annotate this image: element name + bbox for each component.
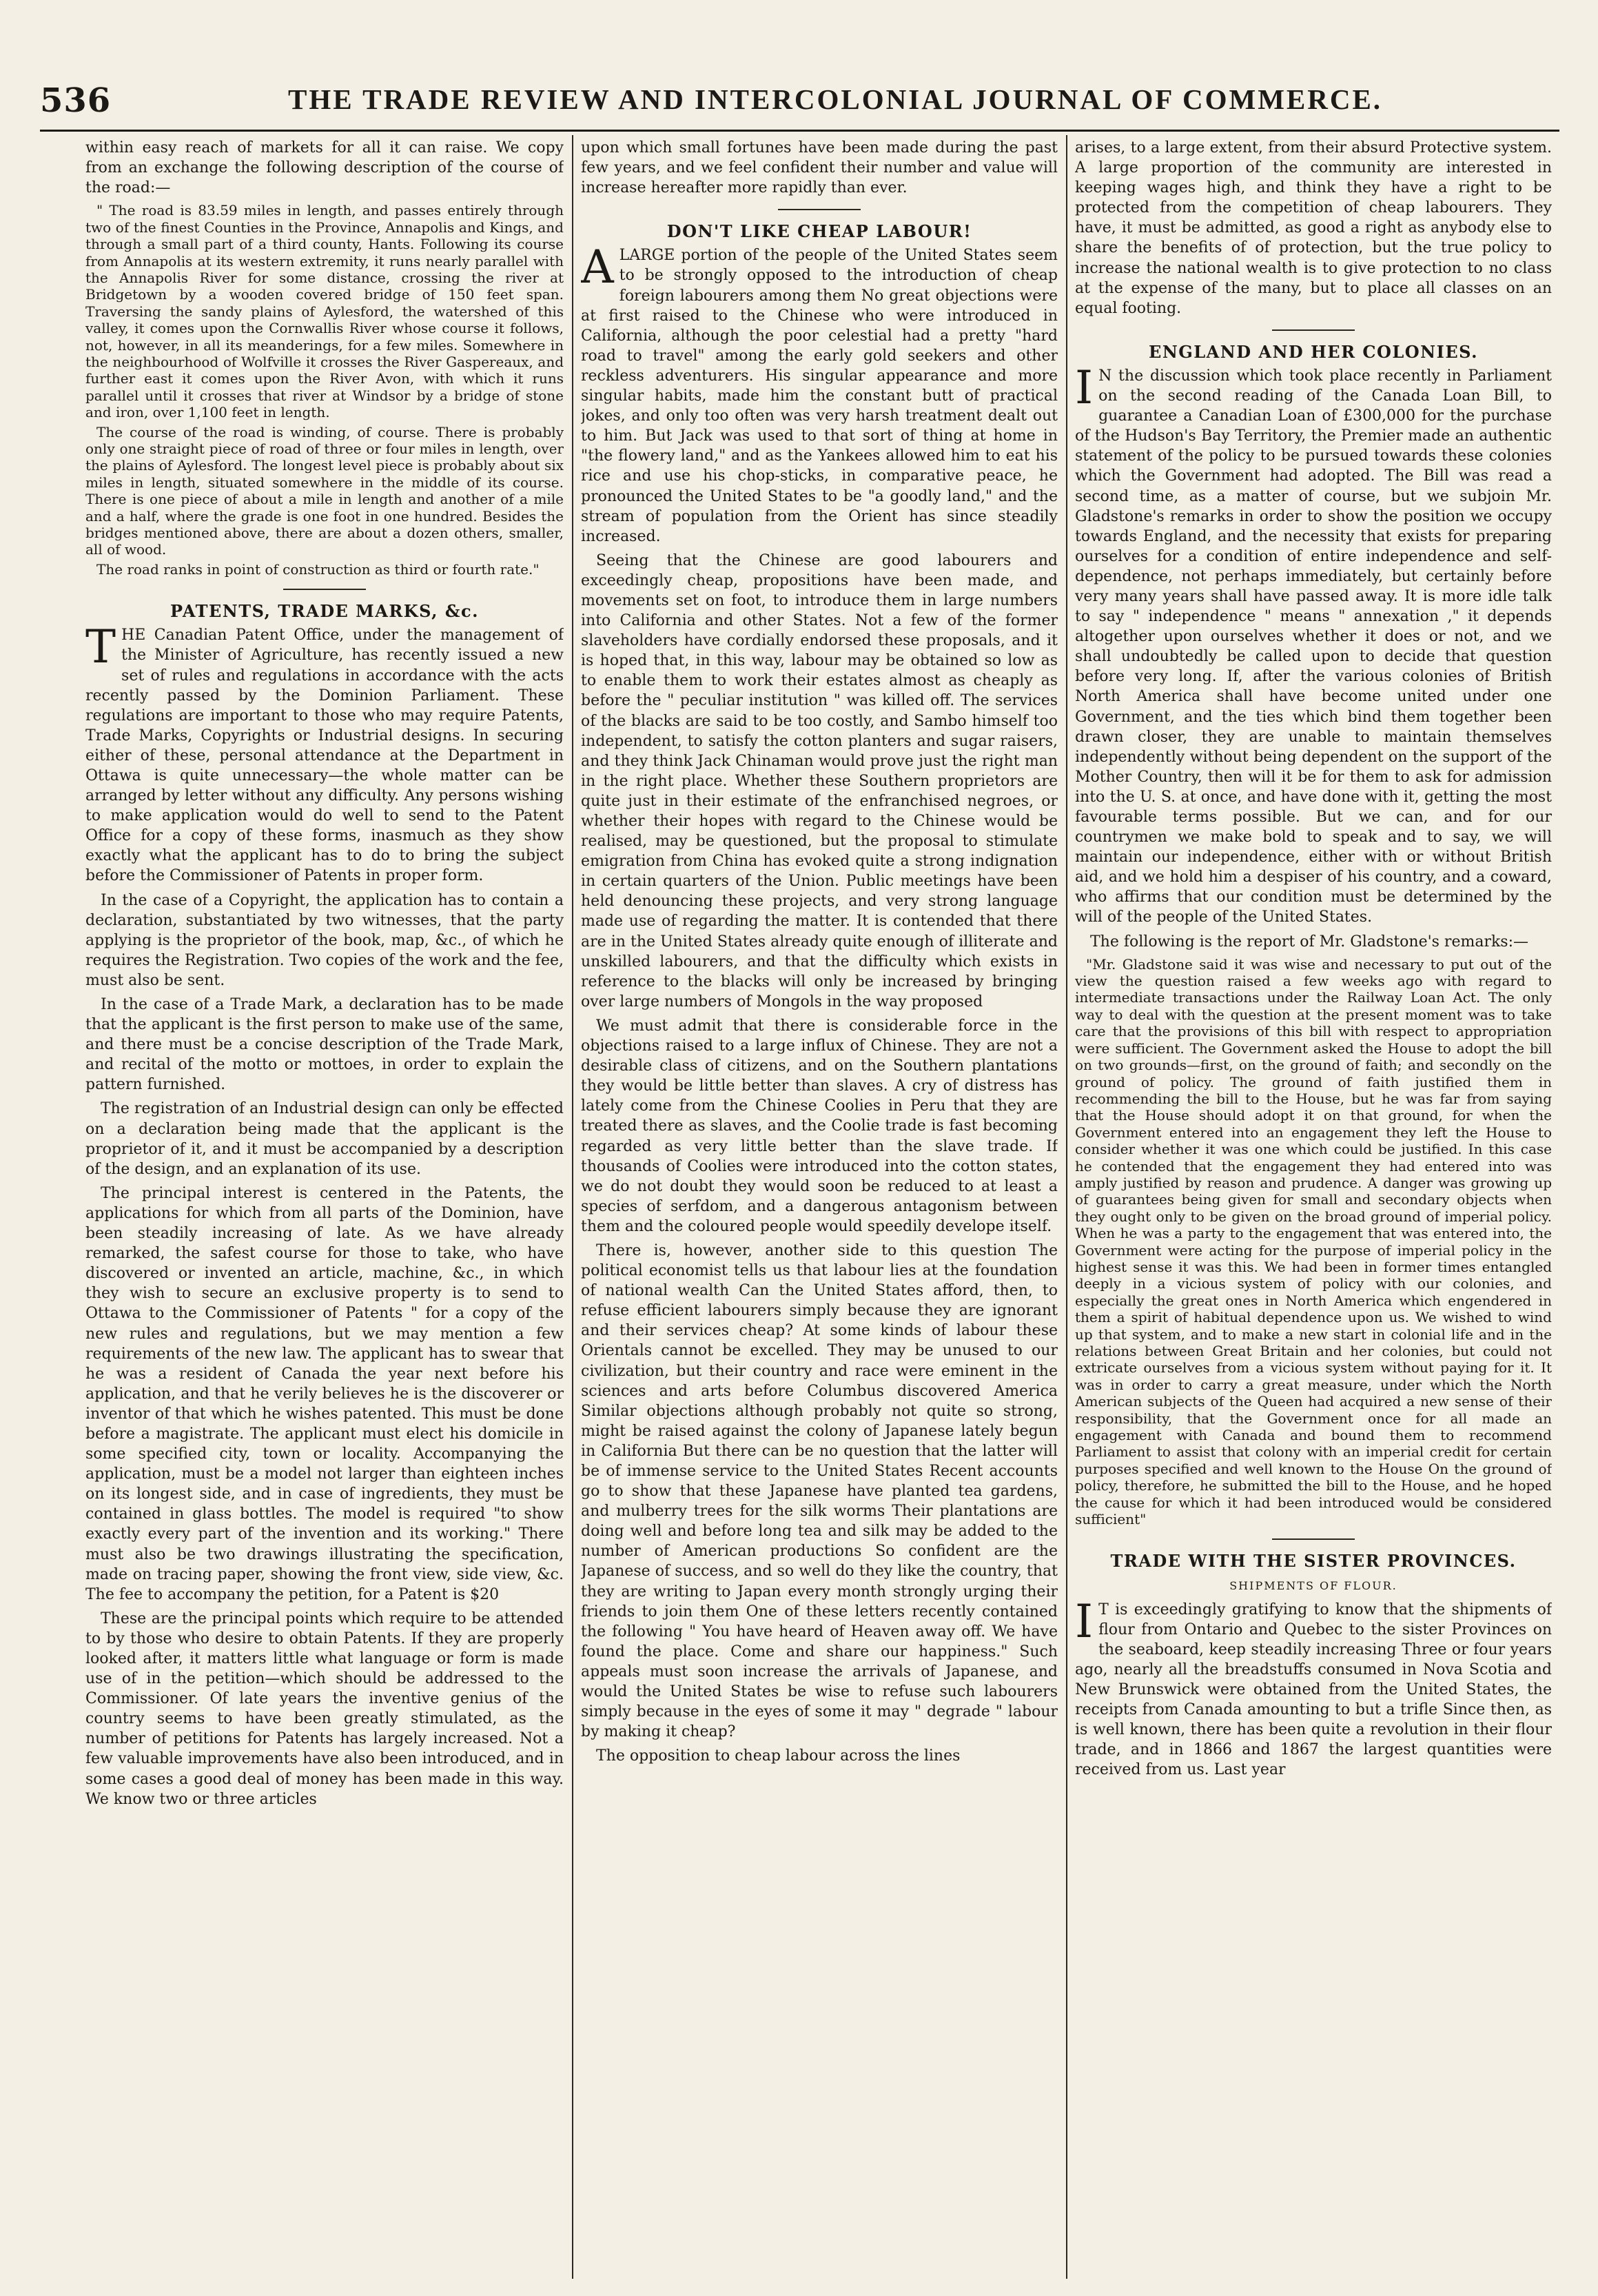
section-separator — [1272, 1538, 1355, 1540]
column-divider — [572, 135, 573, 2279]
road-quote — [85, 202, 564, 578]
trade-heading: TRADE WITH THE SISTER PROVINCES. — [1110, 1551, 1517, 1572]
paragraph: These are the principal points which require to be attended to by those who desire to obtain Patents. If they are properly looked after, it matters little what language or form is made use of in the petition—which should be addressed to the Commissioner. Of late years the inventive genius of the country seems to have been greatly stimulated, as the number of petitions for Patents has largely increased. Not a few valuable improvements have also been introduced, and in some cases a good deal of money has been made in this way. We know two or three articles — [85, 1609, 564, 1808]
paragraph-text: T is exceedingly gratifying to know that the shipments of flour from Ontario and Quebec to the sister Provinces on the seaboard, keep steadily increasing Three or four years ago, nearly all the breadstuffs consumed in Nova Scotia and New Brunswick were obtained from the United States, the receipts from Canada amounting to but a trifle Since then, as is well known, there has been quite a revolution in their flour trade, and in 1866 and 1867 the largest quantities were received from us. Last year — [1075, 1601, 1552, 1779]
paragraph — [85, 620, 564, 886]
quote-paragraph: "Mr. Gladstone said it was wise and necessary to put out of the view the question raised a few weeks ago with regard to intermediate transactions under the Railway Loan Act. The only way to deal with the question at the present moment was to take care that the provisions of this bill with respect to appropriation were sufficient. The Government asked the House to adopt the bill on two grounds—first, on the ground of faith; and secondly on the ground of policy. The ground of faith justified them in recommending the bill to the House, but he was far from saying that the House should adopt it on that ground, for when the Government entered into an engagement they left the House to consider whether it was one which could be justified. In this case he contended that the engagement they had entered into was amply justified by reason and prudence. A danger was growing up of guarantees being given for small and secondary objects when they ought only to be given on the broad ground of imperial policy. When he was a party to the engagement that was entered into, the Government were acting for the purpose of imperial policy in the highest sense it was this. We had been in former times entangled deeply in a vicious system of policy with our colonies, and especially the great ones in North America which engendered in them a spirit of habitual dependence upon us. We wished to wind up that system, and to make a new start in colonial life and in the relations between Great Britain and her colonies, but could not extricate ourselves from a vicious system without paying for it. It was in order to carry a great measure, under which the North American subjects of the Queen had acquired a new sense of their responsibility, that the Government once for all made an engagement with Canada and bound them to recommend Parliament to assist that colony with an imperial credit for certain purposes specified and well known to the House On the ground of policy, therefore, he submitted the bill to the House, and he hoped the cause for which it had been introduced would be considered sufficient" — [1075, 955, 1552, 1528]
paragraph: arises, to a large extent, from their absurd Protective system. A large proportion of the community are interested in keeping wages high, and think they have a right to be protected from the competition of cheap labourers. They have, it must be admitted, as good a right as anybody else to share the benefits of of protection, but the true policy to increase the national wealth is to give protection to no class at the expense of the many, but to place all classes on an equal footing. — [1075, 139, 1552, 317]
paragraph: upon which small fortunes have been made during the past few years, and we feel confident their number and value will increase hereafter more rapidly than ever. — [581, 139, 1058, 197]
gladstone-quote — [1075, 956, 1552, 1528]
column-2 — [581, 138, 1058, 2275]
paragraph: There is, however, another side to this question The political economist tells us that labour lies at the foundation of national wealth Can the United States afford, then, to refuse efficient labourers simply because they are ignorant and their services cheap? At some kinds of labour these Orientals cannot be excelled. They may be unused to our civilization, but their country and race were eminent in the sciences and arts before Columbus discovered America Similar objections although probably not quite so strong, might be raised against the colony of Japanese lately begun in California But there can be no question that the latter will be of immense service to the United States Recent accounts go to show that these Japanese have planted tea gardens, and mulberry trees for the silk worms Their plantations are doing well and before long tea and silk may be added to the number of American productions So confident are the Japanese of success, and so well do they like the country, that they are writing to Japan every month strongly urging their friends to join them One of these letters recently contained the following " You have heard of Heaven away off. We have found the place. Come and share our happiness." Such appeals must soon increase the arrivals of Japanese, and would the United States be wise to refuse such labourers simply because in the eyes of some it may " degrade " labour by making it cheap? — [581, 1241, 1058, 1741]
paragraph: within easy reach of markets for all it can raise. We copy from an exchange the following description of the course of the road:— — [85, 139, 564, 197]
paragraph: The opposition to cheap labour across the lines — [596, 1747, 961, 1765]
trade-subheading: SHIPMENTS OF FLOUR. — [1229, 1578, 1397, 1592]
section-separator — [283, 589, 366, 590]
column-3 — [1075, 138, 1552, 2275]
drop-cap: A — [581, 241, 614, 294]
paragraph: Seeing that the Chinese are good labourers and exceedingly cheap, propositions have been made, and movements set on foot, to introduce them in large numbers into California and other States. Not a few of the former slaveholders have cordially endorsed these proposals, and it is hoped that, in this way, labour may be obtained so low as to enable them to work their estates almost as cheaply as before the " peculiar institution " was killed off. The services of the blacks are said to be too costly, and Sambo himself too independent, to satisfy the cotton planters and sugar raisers, and they think Jack Chinaman would prove just the right man in the right place. Whether these Southern proprietors are quite just in their estimate of the enfranchised negroes, or whether their hopes with regard to the Chinese would be realised, may be questioned, but the proposal to stimulate emigration from China has evoked quite a strong indignation in certain quarters of the Union. Public meetings have been held denouncing these projects, and very strong language made use of regarding the matter. It is contended that there are in the United States already quite enough of illiterate and unskilled labourers, and that the difficulty which exists in reference to the blacks will only be increased by bringing over large numbers of Mongols in the way proposed — [581, 551, 1058, 1010]
paragraph-text: N the discussion which took place recently in Parliament on the second reading of the Canada Loan Bill, to guarantee a Canadian Loan of £300,000 for the purchase of the Hudson's Bay Territory, the Premier made an authentic statement of the policy to be pursued towards these colonies which the Government had adopted. The Bill was read a second time, as a matter of course, but we subjoin Mr. Gladstone's remarks in order to show the position we occupy towards England, and the necessity that exists for preparing ourselves for a condition of entire independence and self-dependence, not perhaps immediately, but certainly before very many years shall have passed away. It is more idle talk to say " independence " means " annexation ," it depends altogether upon ourselves whether it does or not, and we shall undoubtedly be called upon to decide that question before very long. If, after the various colonies of British North America shall have become united under one Government, and the ties which bind them together been drawn closer, they are unable to maintain themselves independently without being dependent on the support of the Mother Country, then will it be for them to ask for admission into the U. S. at once, and have done with it, getting the most favourable terms possible. But we can, and for our countrymen we make bold to speak and to say, we will maintain our independence, either with or without British aid, and we hold him a despiser of his country, and a coward, who affirms that our condition must be determined by the will of the people of the United States. — [1075, 367, 1552, 926]
quote-paragraph: " The road is 83.59 miles in length, and passes entirely through two of the finest Counties in the Province, Annapolis and Kings, and through a small part of a third county, Hants. Following its course from Annapolis at its western extremity, it runs nearly parallel with the Annapolis River for some distance, crossing the river at Bridgetown by a wooden covered bridge of 150 feet span. Traversing the sandy plains of Aylesford, the watershed of this valley, it comes upon the Cornwallis River whose course it follows, not, however, in all its meanderings, for a few miles. Somewhere in the neighbourhood of Wolfville it crosses the River Gaspereaux, and further east it comes upon the River Avon, with which it runs parallel until it crosses that river at Windsor by a bridge of stone and iron, over 1,100 feet in length. — [85, 202, 564, 421]
paragraph — [1075, 360, 1552, 928]
paragraph — [1075, 1594, 1552, 1780]
paragraph-text: HE Canadian Patent Office, under the management of the Minister of Agriculture, has recently issued a new set of rules and regulations in accordance with the acts recently passed by the Dominion Parliament. These regulations are important to those who may require Patents, Trade Marks, Copyrights or Industrial designs. In securing either of these, personal attendance at the Department in Ottawa is quite unnecessary—the whole matter can be arranged by letter without any difficulty. Any persons wishing to make application would do well to send to the Patent Office for a copy of these forms, inasmuch as they show exactly what the applicant has to do to bring the subject before the Commissioner of Patents in proper form. — [85, 627, 564, 885]
quote-paragraph: The road ranks in point of construction as third or fourth rate." — [96, 560, 540, 578]
patents-heading: PATENTS, TRADE MARKS, &c. — [170, 601, 479, 622]
paragraph-text: LARGE portion of the people of the United States seem to be strongly opposed to the introduction of cheap foreign labourers among them No great objections were at first raised to the Chinese who were introduced in California, although the poor celestial had a pretty "hard road to travel" among the early gold seekers and other reckless adventurers. His singular appearance and more singular habits, made him the constant butt of practical jokes, and only too often was very harsh treatment dealt out to him. But Jack was used to that sort of thing at home in "the flowery land," and as the Yankees allowed him to eat his rice and use his chop-sticks, in comparative peace, he pronounced the United States to be "a goodly land," and the stream of population from the Orient has since steadily increased. — [581, 247, 1058, 545]
paragraph: The following is the report of Mr. Gladstone's remarks:— — [1090, 933, 1528, 951]
paragraph: We must admit that there is considerable force in the objections raised to a large influx of Chinese. They are not a desirable class of citizens, and on the Southern plantations they would be little better than slaves. A cry of distress has lately come from the Chinese Coolies in Peru that they are treated there as slaves, and the Coolie trade is fast becoming regarded as very little better than the slave trade. If thousands of Coolies were introduced into the cotton states, we do not doubt they would soon be reduced to at least a species of serfdom, and a dangerous antagonism between them and the coloured people would speedily develope itself. — [581, 1017, 1058, 1235]
page-number: 536 — [40, 81, 112, 120]
drop-cap: I — [1075, 1594, 1094, 1648]
page-header — [40, 81, 1559, 120]
quote-paragraph: The course of the road is winding, of course. There is probably only one straight piece of road of three or four miles in length, over the plains of Aylesford. The longest level piece is probably about six miles in length, situated somewhere in the middle of its course. There is one piece of about a mile in length and another of a mile and a half, where the grade is one foot in one hundred. Besides the bridges mentioned above, there are about a dozen others, smaller, all of wood. — [85, 423, 564, 558]
journal-title: THE TRADE REVIEW AND INTERCOLONIAL JOURNAL OF COMMERCE. — [288, 83, 1383, 115]
header-rule — [40, 130, 1559, 132]
column-1 — [85, 138, 564, 2275]
paragraph: In the case of a Trade Mark, a declaration has to be made that the applicant is the first person to make use of the same, and there must be a concise description of the Trade Mark, and recital of the motto or mottoes, in order to explain the pattern furnished. — [85, 996, 564, 1094]
paragraph: The registration of an Industrial design can only be effected on a declaration being made that the applicant is the proprietor of it, and it must be accompanied by a description of the design, and an explanation of its use. — [85, 1100, 564, 1178]
section-separator — [778, 209, 861, 210]
paragraph — [581, 241, 1058, 546]
england-heading: ENGLAND AND HER COLONIES. — [1149, 341, 1478, 362]
column-divider — [1066, 135, 1067, 2279]
labour-heading: DON'T LIKE CHEAP LABOUR! — [666, 221, 972, 242]
drop-cap: T — [85, 620, 116, 674]
paragraph: The principal interest is centered in the Patents, the applications for which from all parts of the Dominion, have been steadily increasing of late. As we have already remarked, the safest course for those to take, who have discovered or invented an article, machine, &c., in which they wish to secure an exclusive property is to send to Ottawa to the Commissioner of Patents " for a copy of the new rules and regulations, but we may mention a few requirements of the new law. The applicant has to swear that he was a resident of Canada the year next before his application, and that he verily believes he is the discoverer or inventor of that which he wishes patented. This must be done before a magistrate. The applicant must elect his domicile in some specified city, town or locality. Accompanying the application, must be a model not larger than eighteen inches on its longest side, and in case of ingredients, they must be contained in glass bottles. The model is required "to show exactly every part of the invention and its working." There must also be two drawings illustrating the specification, made on tracing paper, showing the front view, side view, &c. The fee to accompany the petition, for a Patent is $20 — [85, 1184, 564, 1603]
section-separator — [1272, 329, 1355, 331]
paragraph: In the case of a Copyright, the application has to contain a declaration, substantiated by two witnesses, that the party applying is the proprietor of the book, map, &c., of which he requires the Registration. Two copies of the work and the fee, must also be sent. — [85, 891, 564, 989]
drop-cap: I — [1075, 360, 1094, 414]
